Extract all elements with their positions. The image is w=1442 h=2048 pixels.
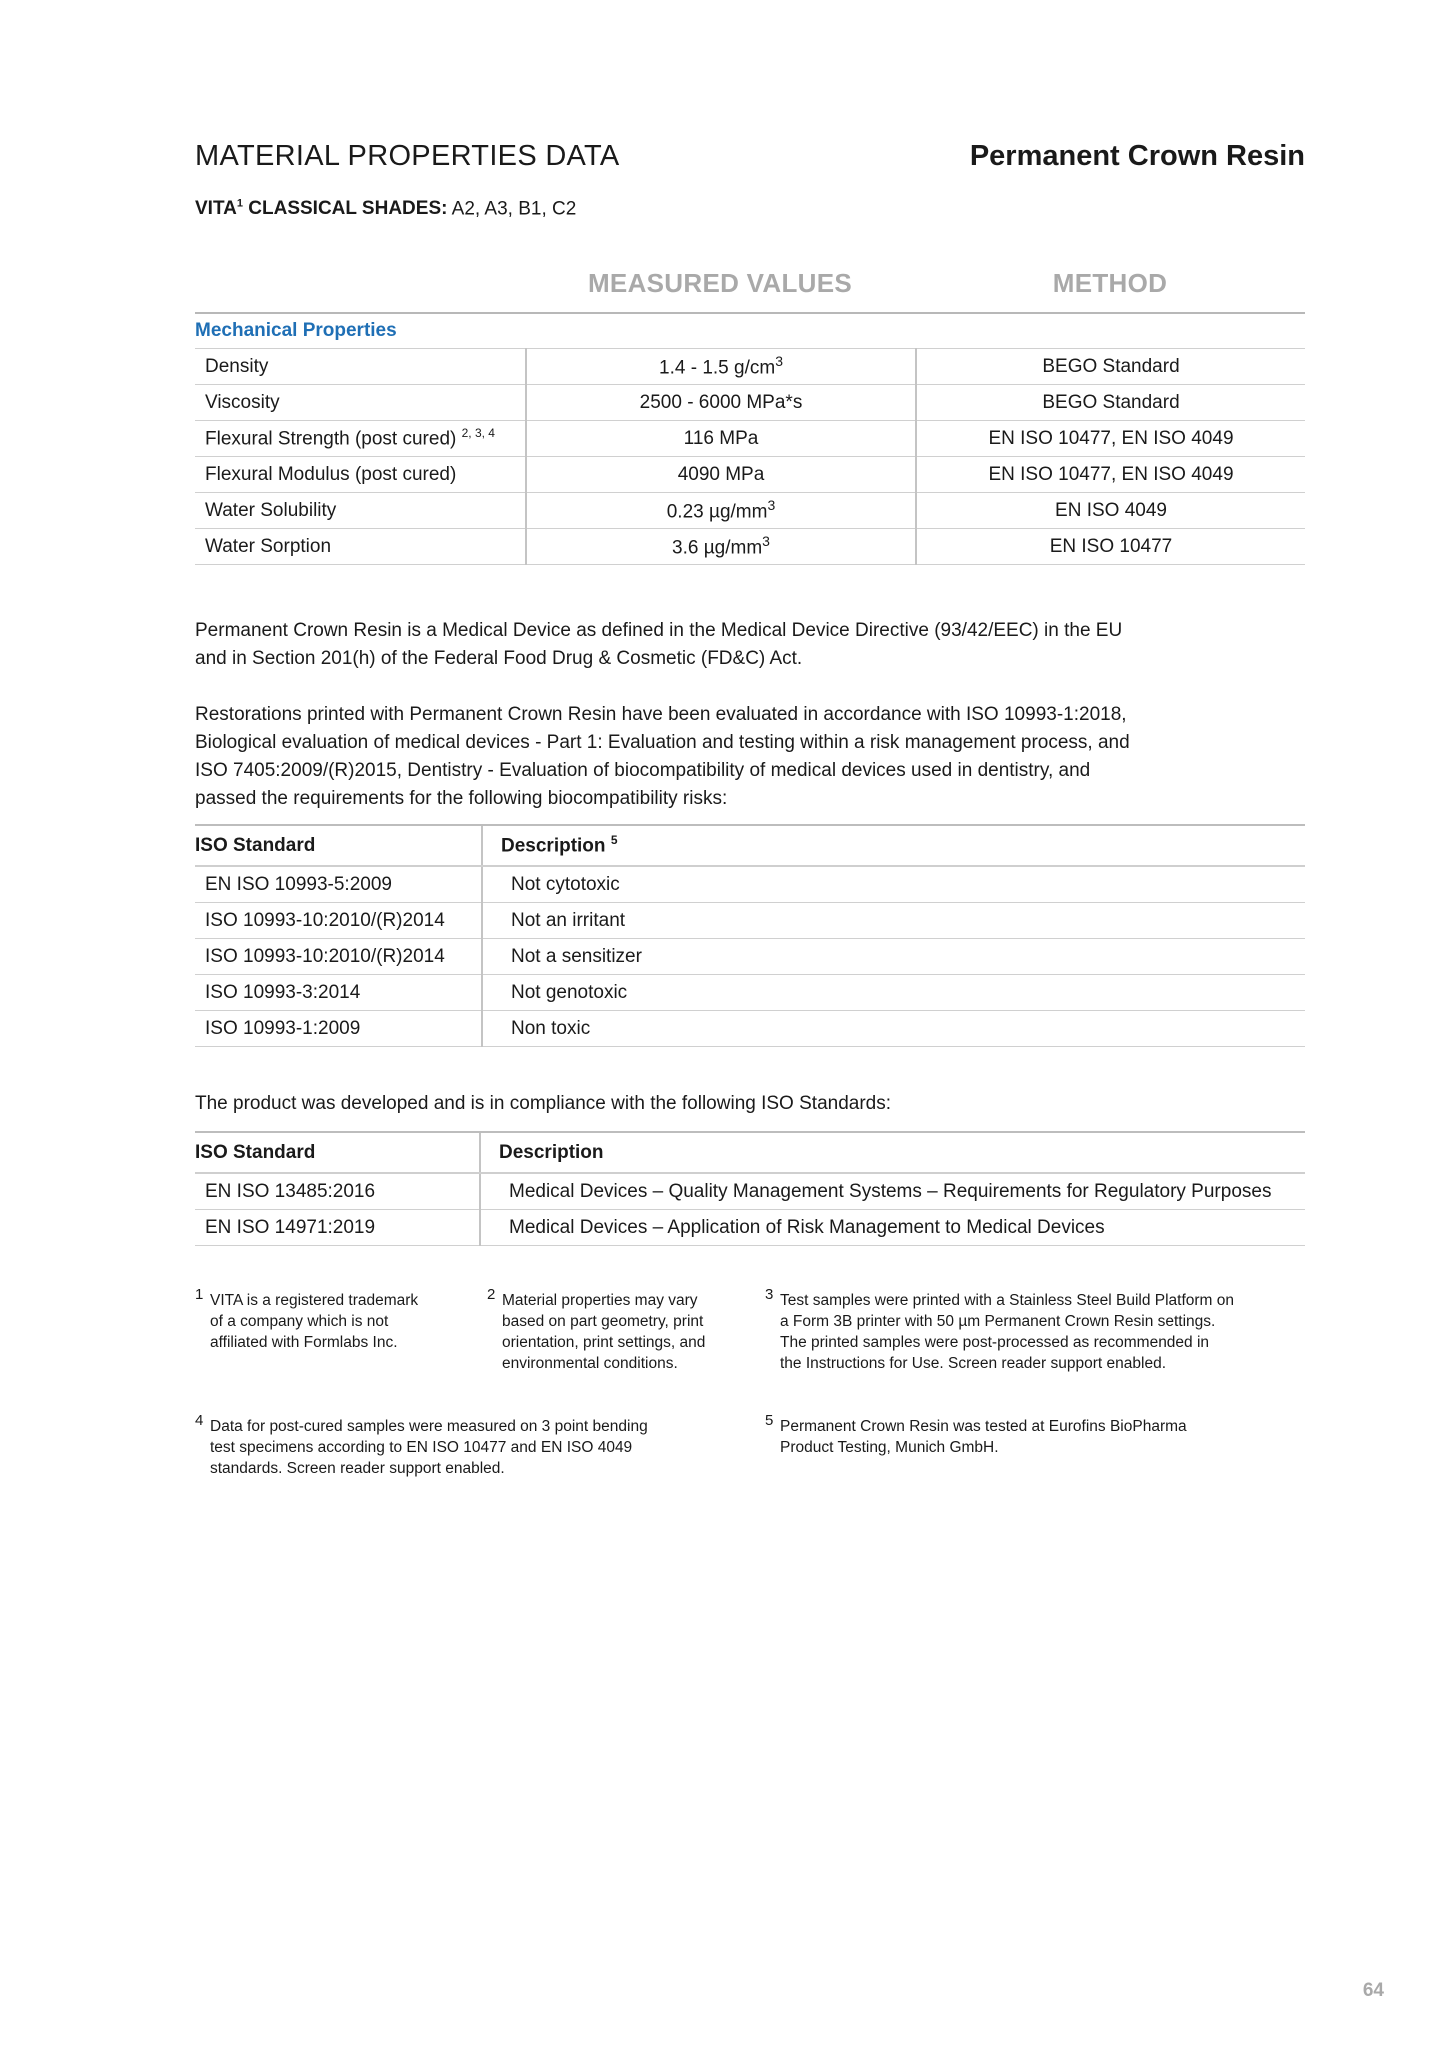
test-method: EN ISO 10477 [916, 529, 1305, 565]
table-row [195, 1210, 1305, 1246]
biocompatibility-paragraph: Restorations printed with Permanent Crown Resin have been evaluated in accordance with ISO 10993-1:2018, Biological evaluation of medical devices - Part 1: Evaluation and testing within a risk management process, and ISO 7405:2009/(R)2015, Dentistry - Evaluation of biocompatibility of medical devices used in dentistry, and passed the requirements for the following biocompatibility risks: [195, 704, 1130, 809]
property-name: Flexural Modulus (post cured) [195, 457, 526, 493]
table-row [195, 866, 1305, 903]
page-number: 64 [1362, 1980, 1384, 2001]
table-row [195, 939, 1305, 975]
description-cell: Not a sensitizer [482, 939, 1305, 975]
shades-label: VITA$^1$ CLASSICAL SHADES: [195, 198, 448, 220]
test-method: EN ISO 10477, EN ISO 4049 [916, 421, 1305, 457]
test-method: EN ISO 10477, EN ISO 4049 [916, 457, 1305, 493]
table-row [195, 1011, 1305, 1047]
table-header-row [195, 1132, 1305, 1173]
footnote-1: 1 VITA is a registered trademark of a company which is not affiliated with Formlabs Inc. [195, 1286, 419, 1351]
table-row [195, 903, 1305, 939]
shades-line [195, 198, 576, 220]
compliance-paragraph: The product was developed and is in compliance with the following ISO Standards: [195, 1093, 892, 1114]
product-name: Permanent Crown Resin [969, 140, 1305, 172]
test-method: EN ISO 4049 [916, 493, 1305, 529]
description-cell: Not cytotoxic [482, 866, 1305, 903]
column-headings [195, 268, 1305, 314]
iso-compliance-table [195, 1131, 1305, 1246]
shades-values: A2, A3, B1, C2 [447, 198, 577, 220]
property-name: Flexural Strength (post cured) $^{2, 3, 4}$ [195, 421, 526, 457]
property-name: Density [195, 349, 526, 385]
medical-device-paragraph: Permanent Crown Resin is a Medical Device as defined in the Medical Device Directive (93/42/EEC) in the EU and in Section 201(h) of the Federal Food Drug & Cosmetic (FD&C) Act. [195, 620, 1123, 669]
description-cell: Medical Devices – Quality Management Systems – Requirements for Regulatory Purposes [480, 1173, 1305, 1210]
footnote-number: 5 [765, 1412, 774, 1429]
table-row [195, 529, 1305, 565]
measured-values-heading: MEASURED VALUES [587, 268, 853, 298]
iso-standard-header: ISO Standard [195, 825, 482, 866]
table-row [195, 975, 1305, 1011]
table-header-row [195, 825, 1305, 866]
footnote-number: 4 [195, 1412, 204, 1429]
method-heading: METHOD [1052, 268, 1168, 298]
description-header: Description $^5$ [482, 825, 1305, 866]
footnote-4: 4 Data for post-cured samples were measured on 3 point bending test specimens according to EN ISO 10477 and EN ISO 4049 standards. Screen reader support enabled. [195, 1412, 648, 1477]
measured-value: 2500 - 6000 MPa*s [526, 385, 916, 421]
description-cell: Non toxic [482, 1011, 1305, 1047]
table-row [195, 1173, 1305, 1210]
measured-value: 1.4 - 1.5 $g/cm^3$ [526, 349, 916, 385]
test-method: BEGO Standard [916, 349, 1305, 385]
measured-value: 4090 MPa [526, 457, 916, 493]
iso-standard-cell: EN ISO 14971:2019 [195, 1210, 480, 1246]
mechanical-properties-label: Mechanical Properties [195, 320, 397, 341]
iso-standard-cell: ISO 10993-3:2014 [195, 975, 482, 1011]
table-row [195, 421, 1305, 457]
table-row [195, 385, 1305, 421]
footnote-number: 2 [487, 1286, 496, 1303]
document-title: MATERIAL PROPERTIES DATA [195, 140, 620, 172]
test-method: BEGO Standard [916, 385, 1305, 421]
table-row [195, 493, 1305, 529]
table-row [195, 349, 1305, 385]
footnote-3: 3 Test samples were printed with a Stainless Steel Build Platform on a Form 3B printer with 50 µm Permanent Crown Resin settings. The printed samples were post-processed as recommended in the Instructions for Use. Screen reader support enabled. [765, 1286, 1235, 1372]
footnote-number: 1 [195, 1286, 204, 1303]
table-row [195, 457, 1305, 493]
iso-standard-cell: EN ISO 13485:2016 [195, 1173, 480, 1210]
property-name: Viscosity [195, 385, 526, 421]
property-name: Water Solubility [195, 493, 526, 529]
measured-value: 3.6 $\mu g/mm^3$ [526, 529, 916, 565]
page-header [195, 140, 1305, 180]
property-name: Water Sorption [195, 529, 526, 565]
description-cell: Not an irritant [482, 903, 1305, 939]
description-header: Description [480, 1132, 1305, 1173]
description-cell: Not genotoxic [482, 975, 1305, 1011]
iso-standard-cell: ISO 10993-10:2010/(R)2014 [195, 939, 482, 975]
footnote-5: 5 Permanent Crown Resin was tested at Eurofins BioPharma Product Testing, Munich GmbH. [765, 1412, 1187, 1456]
iso-standard-header: ISO Standard [195, 1132, 480, 1173]
footnote-2: 2 Material properties may vary based on part geometry, print orientation, print settings, and environmental conditions. [487, 1286, 706, 1372]
measured-value: 116 MPa [526, 421, 916, 457]
iso-standard-cell: ISO 10993-1:2009 [195, 1011, 482, 1047]
description-cell: Medical Devices – Application of Risk Management to Medical Devices [480, 1210, 1305, 1246]
footnote-ref: 2, 3, 4 [461, 426, 495, 441]
iso-standard-cell: EN ISO 10993-5:2009 [195, 866, 482, 903]
shades-footnote-ref: 1 [236, 198, 243, 210]
mechanical-properties-table [195, 348, 1305, 565]
measured-value: 0.23 $\mu g/mm^3$ [526, 493, 916, 529]
iso-standard-cell: ISO 10993-10:2010/(R)2014 [195, 903, 482, 939]
footnote-number: 3 [765, 1286, 774, 1303]
biocompatibility-table [195, 824, 1305, 1047]
